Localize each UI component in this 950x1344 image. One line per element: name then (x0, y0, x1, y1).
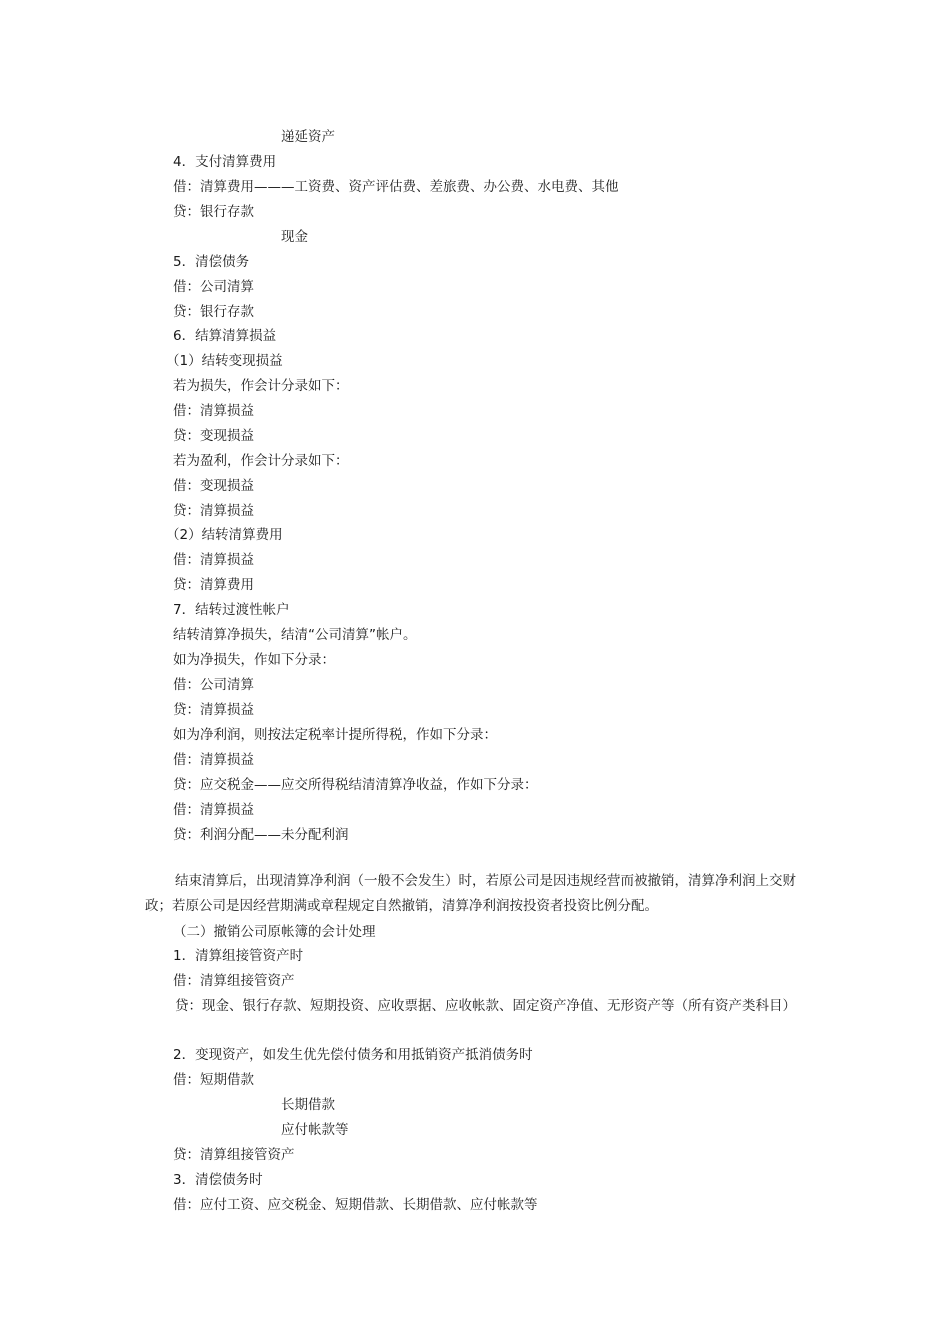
section-heading: 2．变现资产，如发生优先偿付债务和用抵销资产抵消债务时 (173, 1047, 533, 1063)
text-line: 贷：利润分配——未分配利润 (173, 827, 349, 843)
text-line: 借：公司清算 (173, 279, 254, 295)
section-heading: 1．清算组接管资产时 (173, 948, 304, 964)
text-line: 应付帐款等 (281, 1122, 349, 1138)
text-line: 借：公司清算 (173, 677, 254, 693)
section-heading: 3．清偿债务时 (173, 1172, 263, 1188)
text-line: 借：应付工资、应交税金、短期借款、长期借款、应付帐款等 (173, 1197, 538, 1213)
text-line: 贷：清算费用 (173, 577, 254, 593)
section-heading: 5．清偿债务 (173, 254, 250, 270)
section-heading: 4．支付清算费用 (173, 154, 277, 170)
text-line: 贷：清算损益 (173, 503, 254, 519)
body-paragraph (145, 869, 810, 919)
body-paragraph (145, 994, 810, 1019)
text-line: 贷：应交税金——应交所得税结清清算净收益，作如下分录： (173, 777, 538, 793)
text-line: 借：清算损益 (173, 802, 254, 818)
text-line: 贷：银行存款 (173, 204, 254, 220)
text-line: 借：清算损益 (173, 752, 254, 768)
text-line: 结转清算净损失，结清“公司清算”帐户。 (173, 627, 417, 643)
text-line: 借：清算组接管资产 (173, 973, 295, 989)
section-heading: （二）撤销公司原帐簿的会计处理 (173, 924, 376, 940)
text-line: 递延资产 (281, 129, 335, 145)
section-heading: 6．结算清算损益 (173, 328, 277, 344)
sub-heading: （2）结转清算费用 (166, 527, 283, 543)
text-line: 贷：清算损益 (173, 702, 254, 718)
text-line: 现金 (281, 229, 308, 245)
sub-heading: （1）结转变现损益 (166, 353, 283, 369)
text-line: 如为净损失，作如下分录： (173, 652, 335, 668)
section-heading: 7．结转过渡性帐户 (173, 602, 290, 618)
text-line: 长期借款 (281, 1097, 335, 1113)
text-line: 借：短期借款 (173, 1072, 254, 1088)
text-line: 借：变现损益 (173, 478, 254, 494)
text-line: 贷：清算组接管资产 (173, 1147, 295, 1163)
paragraph-text: 贷：现金、银行存款、短期投资、应收票据、应收帐款、固定资产净值、无形资产等（所有资产类科目） (175, 998, 796, 1014)
text-line: 借：清算费用———工资费、资产评估费、差旅费、办公费、水电费、其他 (173, 179, 619, 195)
paragraph-text: 结束清算后，出现清算净利润（一般不会发生）时，若原公司是因违规经营而被撤销，清算净利润上交财政；若原公司是因经营期满或章程规定自然撤销，清算净利润按投资者投资比例分配。 (145, 873, 796, 914)
text-line: 借：清算损益 (173, 552, 254, 568)
text-line: 贷：银行存款 (173, 304, 254, 320)
text-line: 如为净利润，则按法定税率计提所得税，作如下分录： (173, 727, 497, 743)
text-line: 若为盈利，作会计分录如下： (173, 453, 349, 469)
text-line: 贷：变现损益 (173, 428, 254, 444)
text-line: 借：清算损益 (173, 403, 254, 419)
text-line: 若为损失，作会计分录如下： (173, 378, 349, 394)
